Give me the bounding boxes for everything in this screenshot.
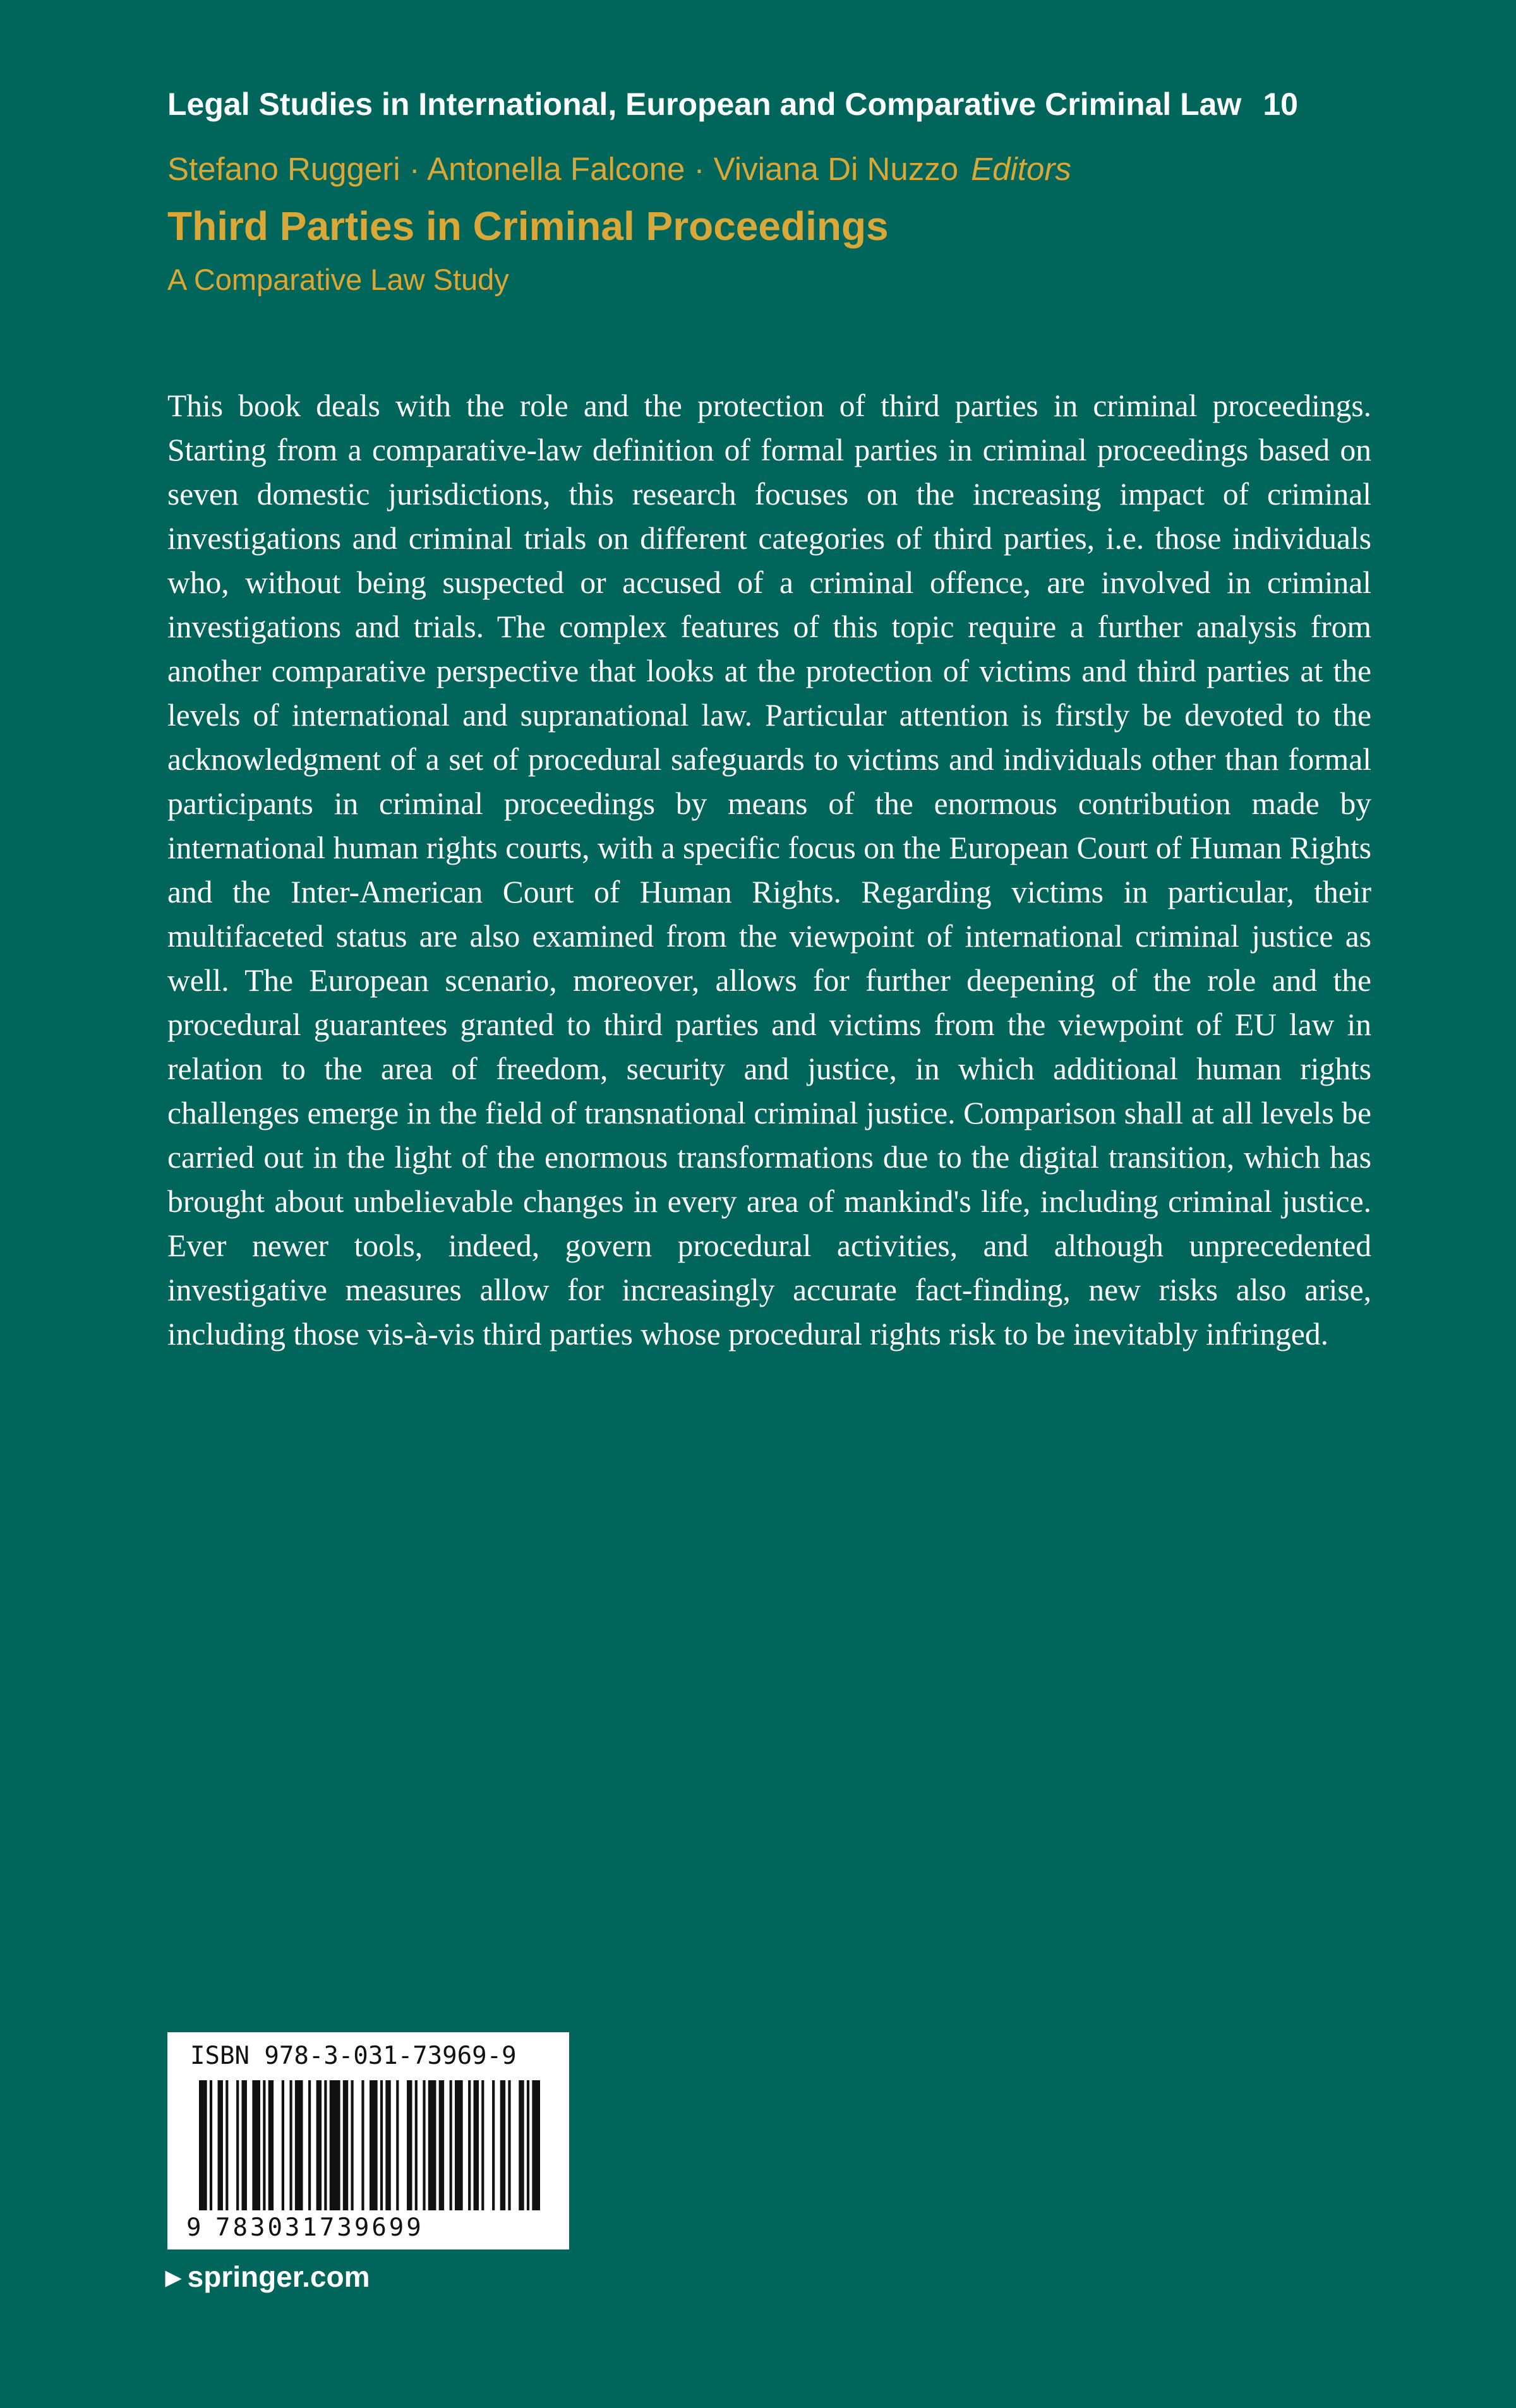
- editors-line: [167, 147, 1071, 191]
- barcode-digit-string: 783031739699: [215, 2213, 424, 2242]
- triangle-right-icon: ▶: [165, 2266, 181, 2289]
- barcode-bar: [450, 2080, 452, 2210]
- barcode-bar: [226, 2080, 228, 2210]
- barcode-bar: [370, 2080, 378, 2210]
- barcode-bar: [439, 2080, 444, 2210]
- barcode-bar: [289, 2080, 292, 2210]
- barcode-bar: [236, 2080, 239, 2210]
- isbn-label: ISBN 978-3-031-73969-9: [190, 2042, 517, 2070]
- barcode-bar: [380, 2080, 383, 2210]
- barcode-bar: [351, 2080, 353, 2210]
- barcode-bar: [295, 2080, 303, 2210]
- barcode-bar: [532, 2080, 540, 2210]
- series-number: 10: [1263, 87, 1298, 122]
- barcode-bar: [527, 2080, 529, 2210]
- barcode-bar: [210, 2080, 212, 2210]
- editor-names: Stefano Ruggeri · Antonella Falcone · Viviana Di Nuzzo: [167, 151, 959, 187]
- book-subtitle: A Comparative Law Study: [167, 263, 509, 296]
- barcode-bar: [468, 2080, 471, 2210]
- book-description: This book deals with the role and the protection of third parties in criminal proceedings. Starting from a comparative-law definition of formal parties in criminal proceedings based on seven domestic jurisdictions, this research focuses on the increasing impact of criminal investigations and criminal trials on different categories of third parties, i.e. those individuals who, without being suspected or accused of a criminal offence, are involved in criminal investigations and trials. The complex features of this topic require a further analysis from another comparative perspective that looks at the protection of victims and third parties at the levels of international and supranational law. Particular attention is firstly be devoted to the acknowledgment of a set of procedural safeguards to victims and individuals other than formal participants in criminal proceedings by means of the enormous contribution made by international human rights courts, with a specific focus on the European Court of Human Rights and the Inter-American Court of Human Rights. Regarding victims in particular, their multifaceted status are also examined from the viewpoint of international criminal justice as well. The European scenario, moreover, allows for further deepening of the role and the procedural guarantees granted to third parties and victims from the viewpoint of EU law in relation to the area of freedom, security and justice, in which additional human rights challenges emerge in the field of transnational criminal justice. Comparison shall at all levels be carried out in the light of the enormous transformations due to the digital transition, which has brought about unbelievable changes in every area of mankind's life, including criminal justice. Ever newer tools, indeed, govern procedural activities, and although unprecedented investigative measures allow for increasingly accurate fact-finding, new risks also arise, including those vis-à-vis third parties whose procedural rights risk to be inevitably infringed.: [167, 388, 1371, 1351]
- barcode-bar: [385, 2080, 390, 2210]
- barcode-bar: [282, 2080, 284, 2210]
- publisher-website[interactable]: [165, 2255, 370, 2302]
- series-title: [167, 82, 1298, 126]
- barcode-bar: [415, 2080, 418, 2210]
- barcode-bar: [396, 2080, 399, 2210]
- barcode-bar: [308, 2080, 311, 2210]
- barcode-bar: [519, 2080, 524, 2210]
- barcode-first-digit: 9: [186, 2213, 202, 2242]
- barcode-bar: [252, 2080, 260, 2210]
- book-title: Third Parties in Criminal Proceedings: [167, 203, 889, 249]
- barcode-bar: [428, 2080, 436, 2210]
- barcode-bar: [407, 2080, 412, 2210]
- barcode-bar: [361, 2080, 364, 2210]
- barcode-bar: [268, 2080, 274, 2210]
- barcode-bar: [343, 2080, 348, 2210]
- barcode-bar: [199, 2080, 207, 2210]
- series-title-text: Legal Studies in International, European and Comparative Criminal Law: [167, 87, 1242, 122]
- barcode-bar: [474, 2080, 479, 2210]
- barcode-bar: [263, 2080, 265, 2210]
- barcode-bar: [492, 2080, 495, 2210]
- isbn-barcode-box: [167, 2032, 569, 2249]
- barcode-bar: [500, 2080, 505, 2210]
- barcode-bar: [455, 2080, 463, 2210]
- barcode-bar: [242, 2080, 247, 2210]
- barcode-image: [199, 2080, 540, 2210]
- barcode-bar: [324, 2080, 327, 2210]
- barcode-bar: [508, 2080, 510, 2210]
- barcode-bar: [218, 2080, 223, 2210]
- website-text: springer.com: [187, 2260, 370, 2293]
- editors-role: Editors: [971, 151, 1071, 187]
- barcode-bar: [330, 2080, 340, 2210]
- barcode-bar: [481, 2080, 484, 2210]
- barcode-bar: [316, 2080, 322, 2210]
- barcode-bar: [423, 2080, 425, 2210]
